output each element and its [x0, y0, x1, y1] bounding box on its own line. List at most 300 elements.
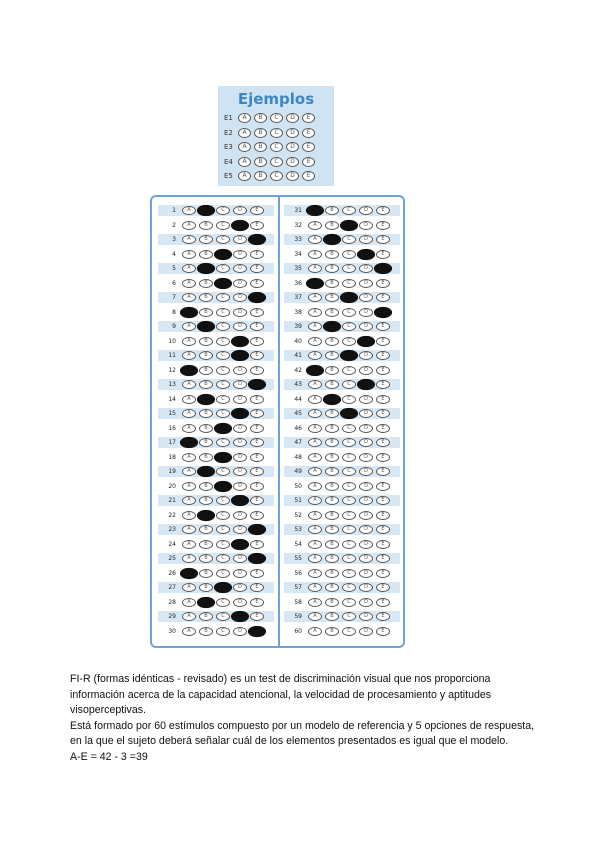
marked-option-bubble[interactable]: D [231, 538, 249, 549]
option-bubble[interactable]: B [325, 409, 339, 418]
option-bubble[interactable]: D [233, 627, 247, 636]
marked-option-bubble[interactable]: A [180, 306, 198, 317]
option-bubble[interactable]: A [182, 409, 196, 418]
option-bubble[interactable]: D [233, 554, 247, 563]
option-bubble[interactable]: A [308, 612, 322, 621]
option-bubble[interactable]: E [250, 395, 264, 404]
option-bubble[interactable]: C [216, 235, 230, 244]
option-bubble[interactable]: B [199, 554, 213, 563]
option-bubble[interactable]: A [182, 583, 196, 592]
option-bubble[interactable]: C [342, 250, 356, 259]
option-bubble[interactable]: B [325, 612, 339, 621]
option-bubble[interactable]: C [216, 467, 230, 476]
marked-option-bubble[interactable]: B [197, 596, 215, 607]
option-bubble[interactable]: B [325, 511, 339, 520]
option-bubble[interactable]: B [199, 337, 213, 346]
option-bubble[interactable]: E [250, 583, 264, 592]
option-bubble[interactable]: D [233, 264, 247, 273]
option-bubble[interactable]: D [233, 366, 247, 375]
option-bubble[interactable]: B [325, 627, 339, 636]
option-bubble[interactable]: E [376, 482, 390, 491]
option-bubble[interactable]: C [216, 206, 230, 215]
option-bubble[interactable]: E [376, 569, 390, 578]
option-bubble[interactable]: E [376, 409, 390, 418]
option-bubble[interactable]: B [199, 351, 213, 360]
option-bubble[interactable]: C [342, 627, 356, 636]
option-bubble[interactable]: D [359, 569, 373, 578]
option-bubble[interactable]: C [342, 540, 356, 549]
option-bubble[interactable]: B [199, 540, 213, 549]
option-bubble[interactable]: E [250, 598, 264, 607]
marked-option-bubble[interactable]: A [306, 205, 324, 216]
option-bubble[interactable]: A [182, 206, 196, 215]
option-bubble[interactable]: E [376, 598, 390, 607]
option-bubble[interactable]: B [199, 424, 213, 433]
option-bubble[interactable]: B [199, 612, 213, 621]
option-bubble[interactable]: A [308, 598, 322, 607]
option-bubble[interactable]: B [199, 308, 213, 317]
option-bubble[interactable]: E [376, 395, 390, 404]
option-bubble[interactable]: D [233, 250, 247, 259]
marked-option-bubble[interactable]: B [197, 263, 215, 274]
option-bubble[interactable]: B [325, 221, 339, 230]
option-bubble[interactable]: C [216, 598, 230, 607]
option-bubble[interactable]: B [199, 250, 213, 259]
option-bubble[interactable]: B [325, 482, 339, 491]
option-bubble[interactable]: C [216, 366, 230, 375]
option-bubble[interactable]: C [342, 366, 356, 375]
option-bubble[interactable]: D [233, 380, 247, 389]
option-bubble[interactable]: A [308, 221, 322, 230]
option-bubble[interactable]: A [182, 496, 196, 505]
marked-option-bubble[interactable]: C [214, 451, 232, 462]
marked-option-bubble[interactable]: C [340, 408, 358, 419]
option-bubble[interactable]: E [250, 569, 264, 578]
option-bubble[interactable]: B [325, 453, 339, 462]
option-bubble[interactable]: D [233, 438, 247, 447]
option-bubble[interactable]: A [182, 395, 196, 404]
option-bubble[interactable]: D [359, 351, 373, 360]
option-bubble[interactable]: A [182, 554, 196, 563]
option-bubble[interactable]: E [250, 337, 264, 346]
option-bubble[interactable]: D [359, 322, 373, 331]
option-bubble[interactable]: A [182, 598, 196, 607]
option-bubble[interactable]: C [216, 221, 230, 230]
option-bubble[interactable]: A [182, 235, 196, 244]
option-bubble[interactable]: D [359, 395, 373, 404]
option-bubble[interactable]: A [182, 322, 196, 331]
option-bubble[interactable]: C [342, 569, 356, 578]
marked-option-bubble[interactable]: C [214, 480, 232, 491]
option-bubble[interactable]: C [216, 308, 230, 317]
option-bubble[interactable]: C [342, 525, 356, 534]
option-bubble[interactable]: E [376, 627, 390, 636]
option-bubble[interactable]: B [325, 438, 339, 447]
option-bubble[interactable]: E [376, 554, 390, 563]
option-bubble[interactable]: A [182, 453, 196, 462]
option-bubble[interactable]: A [182, 482, 196, 491]
option-bubble[interactable]: E [250, 453, 264, 462]
option-bubble[interactable]: E [376, 467, 390, 476]
option-bubble[interactable]: C [342, 264, 356, 273]
marked-option-bubble[interactable]: D [231, 495, 249, 506]
option-bubble[interactable]: A [308, 322, 322, 331]
marked-option-bubble[interactable]: D [231, 350, 249, 361]
option-bubble[interactable]: E [250, 206, 264, 215]
option-bubble[interactable]: E [376, 351, 390, 360]
option-bubble[interactable]: A [308, 569, 322, 578]
marked-option-bubble[interactable]: A [306, 277, 324, 288]
option-bubble[interactable]: C [216, 569, 230, 578]
option-bubble[interactable]: B [325, 279, 339, 288]
marked-option-bubble[interactable]: B [323, 234, 341, 245]
option-bubble[interactable]: E [376, 206, 390, 215]
option-bubble[interactable]: D [359, 554, 373, 563]
option-bubble[interactable]: A [182, 351, 196, 360]
option-bubble[interactable]: A [182, 612, 196, 621]
option-bubble[interactable]: D [233, 511, 247, 520]
option-bubble[interactable]: D [359, 482, 373, 491]
marked-option-bubble[interactable]: B [197, 466, 215, 477]
option-bubble[interactable]: A [308, 337, 322, 346]
option-bubble[interactable]: A [308, 540, 322, 549]
option-bubble[interactable]: B [199, 293, 213, 302]
option-bubble[interactable]: B [325, 366, 339, 375]
option-bubble[interactable]: A [308, 583, 322, 592]
option-bubble[interactable]: B [325, 293, 339, 302]
option-bubble[interactable]: B [325, 250, 339, 259]
marked-option-bubble[interactable]: E [248, 234, 266, 245]
option-bubble[interactable]: E [376, 250, 390, 259]
option-bubble[interactable]: B [199, 279, 213, 288]
marked-option-bubble[interactable]: B [197, 509, 215, 520]
marked-option-bubble[interactable]: D [357, 379, 375, 390]
option-bubble[interactable]: E [250, 250, 264, 259]
option-bubble[interactable]: E [250, 424, 264, 433]
marked-option-bubble[interactable]: E [248, 524, 266, 535]
option-bubble[interactable]: D [233, 467, 247, 476]
option-bubble[interactable]: E [250, 279, 264, 288]
option-bubble[interactable]: C [216, 337, 230, 346]
option-bubble[interactable]: C [342, 322, 356, 331]
option-bubble[interactable]: C [342, 467, 356, 476]
marked-option-bubble[interactable]: B [197, 321, 215, 332]
marked-option-bubble[interactable]: B [197, 393, 215, 404]
option-bubble[interactable]: B [325, 308, 339, 317]
option-bubble[interactable]: D [359, 366, 373, 375]
option-bubble[interactable]: E [376, 380, 390, 389]
option-bubble[interactable]: A [308, 380, 322, 389]
option-bubble[interactable]: A [182, 511, 196, 520]
option-bubble[interactable]: E [376, 279, 390, 288]
marked-option-bubble[interactable]: B [197, 205, 215, 216]
option-bubble[interactable]: D [359, 525, 373, 534]
marked-option-bubble[interactable]: B [323, 393, 341, 404]
option-bubble[interactable]: C [342, 482, 356, 491]
option-bubble[interactable]: C [216, 409, 230, 418]
option-bubble[interactable]: A [308, 496, 322, 505]
option-bubble[interactable]: A [308, 293, 322, 302]
option-bubble[interactable]: E [250, 308, 264, 317]
option-bubble[interactable]: C [342, 583, 356, 592]
option-bubble[interactable]: E [250, 264, 264, 273]
marked-option-bubble[interactable]: E [248, 379, 266, 390]
option-bubble[interactable]: E [376, 525, 390, 534]
option-bubble[interactable]: A [308, 395, 322, 404]
option-bubble[interactable]: B [325, 206, 339, 215]
option-bubble[interactable]: C [216, 511, 230, 520]
option-bubble[interactable]: E [376, 438, 390, 447]
option-bubble[interactable]: C [342, 235, 356, 244]
option-bubble[interactable]: B [325, 337, 339, 346]
option-bubble[interactable]: D [233, 322, 247, 331]
option-bubble[interactable]: E [376, 583, 390, 592]
option-bubble[interactable]: A [182, 250, 196, 259]
option-bubble[interactable]: C [216, 525, 230, 534]
option-bubble[interactable]: B [199, 627, 213, 636]
option-bubble[interactable]: D [233, 235, 247, 244]
option-bubble[interactable]: D [359, 598, 373, 607]
option-bubble[interactable]: C [342, 337, 356, 346]
option-bubble[interactable]: B [199, 525, 213, 534]
option-bubble[interactable]: E [376, 235, 390, 244]
marked-option-bubble[interactable]: E [374, 306, 392, 317]
option-bubble[interactable]: E [250, 496, 264, 505]
option-bubble[interactable]: A [308, 467, 322, 476]
option-bubble[interactable]: D [359, 409, 373, 418]
option-bubble[interactable]: D [233, 308, 247, 317]
option-bubble[interactable]: E [250, 467, 264, 476]
option-bubble[interactable]: D [359, 453, 373, 462]
option-bubble[interactable]: D [233, 424, 247, 433]
option-bubble[interactable]: D [359, 279, 373, 288]
marked-option-bubble[interactable]: D [231, 335, 249, 346]
marked-option-bubble[interactable]: C [340, 292, 358, 303]
option-bubble[interactable]: E [376, 221, 390, 230]
option-bubble[interactable]: D [359, 438, 373, 447]
option-bubble[interactable]: B [199, 482, 213, 491]
marked-option-bubble[interactable]: D [231, 219, 249, 230]
option-bubble[interactable]: B [325, 380, 339, 389]
option-bubble[interactable]: B [325, 598, 339, 607]
option-bubble[interactable]: A [182, 424, 196, 433]
option-bubble[interactable]: D [359, 540, 373, 549]
option-bubble[interactable]: D [359, 206, 373, 215]
option-bubble[interactable]: B [199, 583, 213, 592]
option-bubble[interactable]: B [325, 525, 339, 534]
option-bubble[interactable]: E [376, 322, 390, 331]
marked-option-bubble[interactable]: B [323, 321, 341, 332]
option-bubble[interactable]: A [182, 467, 196, 476]
marked-option-bubble[interactable]: E [248, 625, 266, 636]
option-bubble[interactable]: C [216, 612, 230, 621]
marked-option-bubble[interactable]: E [374, 263, 392, 274]
option-bubble[interactable]: D [233, 453, 247, 462]
option-bubble[interactable]: D [233, 206, 247, 215]
option-bubble[interactable]: D [359, 583, 373, 592]
option-bubble[interactable]: D [233, 569, 247, 578]
marked-option-bubble[interactable]: D [231, 611, 249, 622]
option-bubble[interactable]: B [325, 351, 339, 360]
option-bubble[interactable]: C [342, 453, 356, 462]
option-bubble[interactable]: A [182, 380, 196, 389]
option-bubble[interactable]: A [308, 627, 322, 636]
option-bubble[interactable]: A [308, 308, 322, 317]
option-bubble[interactable]: D [233, 598, 247, 607]
marked-option-bubble[interactable]: C [214, 582, 232, 593]
option-bubble[interactable]: D [233, 482, 247, 491]
option-bubble[interactable]: E [376, 366, 390, 375]
option-bubble[interactable]: A [182, 293, 196, 302]
option-bubble[interactable]: C [342, 554, 356, 563]
marked-option-bubble[interactable]: E [248, 553, 266, 564]
marked-option-bubble[interactable]: C [214, 422, 232, 433]
option-bubble[interactable]: C [216, 322, 230, 331]
option-bubble[interactable]: B [199, 453, 213, 462]
option-bubble[interactable]: E [250, 351, 264, 360]
option-bubble[interactable]: A [308, 250, 322, 259]
option-bubble[interactable]: E [250, 438, 264, 447]
option-bubble[interactable]: B [325, 467, 339, 476]
option-bubble[interactable]: D [359, 221, 373, 230]
option-bubble[interactable]: C [216, 293, 230, 302]
option-bubble[interactable]: D [359, 293, 373, 302]
option-bubble[interactable]: C [342, 598, 356, 607]
option-bubble[interactable]: C [216, 438, 230, 447]
option-bubble[interactable]: C [342, 496, 356, 505]
option-bubble[interactable]: C [216, 395, 230, 404]
marked-option-bubble[interactable]: C [340, 219, 358, 230]
option-bubble[interactable]: C [216, 351, 230, 360]
option-bubble[interactable]: B [325, 569, 339, 578]
option-bubble[interactable]: D [359, 235, 373, 244]
marked-option-bubble[interactable]: D [357, 335, 375, 346]
option-bubble[interactable]: C [342, 395, 356, 404]
option-bubble[interactable]: A [182, 337, 196, 346]
option-bubble[interactable]: C [216, 380, 230, 389]
marked-option-bubble[interactable]: D [357, 248, 375, 259]
option-bubble[interactable]: B [199, 221, 213, 230]
option-bubble[interactable]: E [250, 366, 264, 375]
option-bubble[interactable]: A [308, 438, 322, 447]
option-bubble[interactable]: D [359, 511, 373, 520]
option-bubble[interactable]: A [308, 525, 322, 534]
option-bubble[interactable]: E [376, 612, 390, 621]
option-bubble[interactable]: E [250, 511, 264, 520]
option-bubble[interactable]: C [342, 612, 356, 621]
option-bubble[interactable]: E [376, 293, 390, 302]
option-bubble[interactable]: A [308, 511, 322, 520]
option-bubble[interactable]: B [199, 366, 213, 375]
option-bubble[interactable]: C [216, 540, 230, 549]
option-bubble[interactable]: A [182, 525, 196, 534]
option-bubble[interactable]: E [376, 453, 390, 462]
option-bubble[interactable]: C [342, 380, 356, 389]
option-bubble[interactable]: B [199, 235, 213, 244]
marked-option-bubble[interactable]: A [180, 364, 198, 375]
option-bubble[interactable]: B [325, 540, 339, 549]
option-bubble[interactable]: D [359, 264, 373, 273]
option-bubble[interactable]: D [359, 467, 373, 476]
option-bubble[interactable]: E [250, 540, 264, 549]
marked-option-bubble[interactable]: A [180, 567, 198, 578]
option-bubble[interactable]: B [199, 496, 213, 505]
option-bubble[interactable]: E [250, 409, 264, 418]
option-bubble[interactable]: E [250, 221, 264, 230]
option-bubble[interactable]: E [250, 322, 264, 331]
option-bubble[interactable]: C [342, 279, 356, 288]
option-bubble[interactable]: A [308, 351, 322, 360]
option-bubble[interactable]: D [233, 395, 247, 404]
option-bubble[interactable]: C [342, 438, 356, 447]
marked-option-bubble[interactable]: C [340, 350, 358, 361]
option-bubble[interactable]: D [233, 293, 247, 302]
option-bubble[interactable]: A [182, 627, 196, 636]
option-bubble[interactable]: D [359, 627, 373, 636]
option-bubble[interactable]: A [308, 453, 322, 462]
option-bubble[interactable]: A [182, 264, 196, 273]
marked-option-bubble[interactable]: A [180, 437, 198, 448]
option-bubble[interactable]: A [182, 279, 196, 288]
option-bubble[interactable]: B [199, 569, 213, 578]
option-bubble[interactable]: D [359, 424, 373, 433]
option-bubble[interactable]: C [342, 206, 356, 215]
option-bubble[interactable]: E [250, 482, 264, 491]
option-bubble[interactable]: E [376, 424, 390, 433]
option-bubble[interactable]: B [325, 496, 339, 505]
marked-option-bubble[interactable]: C [214, 277, 232, 288]
option-bubble[interactable]: C [216, 554, 230, 563]
option-bubble[interactable]: A [182, 221, 196, 230]
option-bubble[interactable]: A [308, 554, 322, 563]
marked-option-bubble[interactable]: D [231, 408, 249, 419]
marked-option-bubble[interactable]: C [214, 248, 232, 259]
option-bubble[interactable]: B [325, 583, 339, 592]
option-bubble[interactable]: E [376, 540, 390, 549]
option-bubble[interactable]: D [359, 308, 373, 317]
option-bubble[interactable]: D [359, 496, 373, 505]
option-bubble[interactable]: E [376, 337, 390, 346]
option-bubble[interactable]: C [342, 424, 356, 433]
option-bubble[interactable]: B [199, 380, 213, 389]
option-bubble[interactable]: D [233, 525, 247, 534]
option-bubble[interactable]: A [308, 235, 322, 244]
option-bubble[interactable]: A [308, 264, 322, 273]
option-bubble[interactable]: D [233, 583, 247, 592]
option-bubble[interactable]: C [216, 264, 230, 273]
option-bubble[interactable]: D [233, 279, 247, 288]
option-bubble[interactable]: A [308, 409, 322, 418]
option-bubble[interactable]: C [216, 496, 230, 505]
marked-option-bubble[interactable]: A [306, 364, 324, 375]
option-bubble[interactable]: E [376, 511, 390, 520]
marked-option-bubble[interactable]: E [248, 292, 266, 303]
option-bubble[interactable]: B [325, 554, 339, 563]
option-bubble[interactable]: E [376, 496, 390, 505]
option-bubble[interactable]: D [359, 612, 373, 621]
option-bubble[interactable]: B [199, 438, 213, 447]
option-bubble[interactable]: A [182, 540, 196, 549]
option-bubble[interactable]: C [342, 511, 356, 520]
option-bubble[interactable]: E [250, 612, 264, 621]
option-bubble[interactable]: C [216, 627, 230, 636]
option-bubble[interactable]: C [342, 308, 356, 317]
option-bubble[interactable]: B [325, 264, 339, 273]
option-bubble[interactable]: A [308, 424, 322, 433]
option-bubble[interactable]: A [308, 482, 322, 491]
option-bubble[interactable]: B [199, 409, 213, 418]
option-bubble[interactable]: B [325, 424, 339, 433]
